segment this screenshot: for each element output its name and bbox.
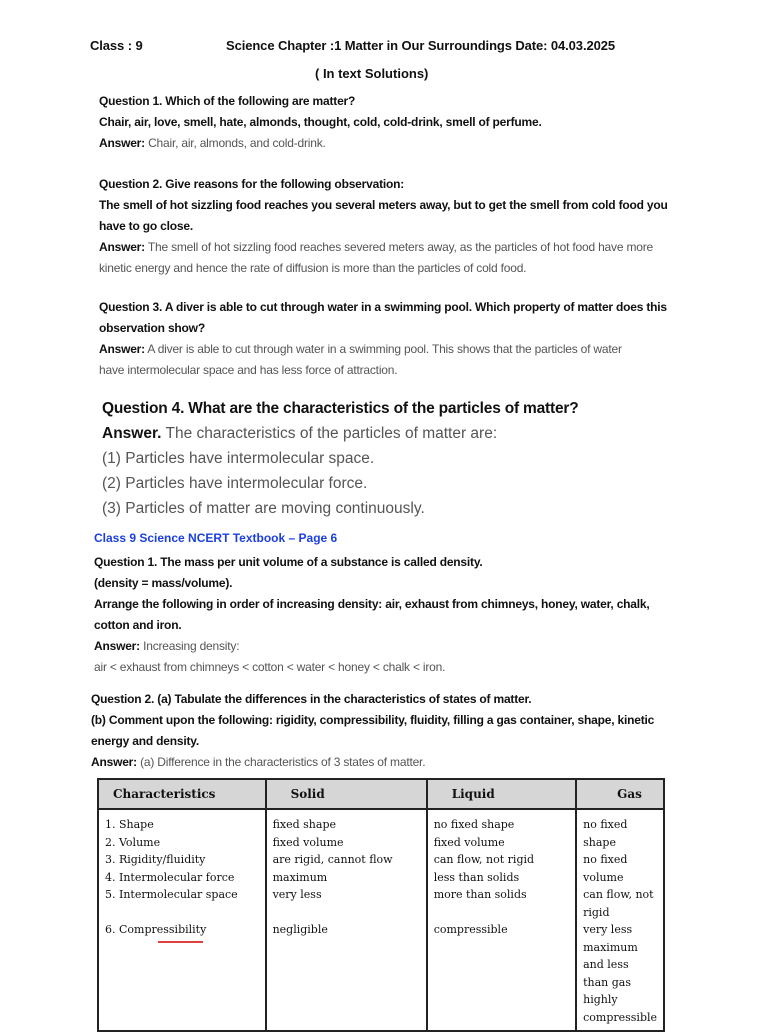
page6-question-2-part-a: Question 2. (a) Tabulate the differences in the characteristics of states of matter. [91, 692, 532, 706]
page6-question-1-answer [94, 636, 694, 657]
table-cell: and less than gas [583, 958, 631, 989]
page6-question-2-answer [91, 752, 691, 773]
table-cell: no fixed shape [433, 818, 515, 831]
solid-column [266, 809, 427, 1031]
table-cell: compressible [433, 923, 508, 936]
question-2-text: Question 2. Give reasons for the following observation: [99, 177, 405, 191]
question-4-text: Question 4. What are the characteristics of the particles of matter? [102, 400, 579, 417]
table-cell: can flow, not rigid [433, 853, 535, 866]
page6-question-1-order: air < exhaust from chimneys < cotton < water < honey < chalk < iron. [94, 660, 446, 674]
table-cell: less than solids [433, 870, 520, 884]
header-gas: Gas [576, 779, 664, 809]
table-cell: no fixed shape [583, 818, 628, 849]
answer-text: Chair, air, almonds, and cold-drink. [144, 136, 326, 150]
table-row [98, 809, 664, 1031]
table-cell: negligible [272, 923, 328, 936]
red-underline-mark [158, 941, 203, 943]
table-cell: very less [583, 923, 633, 936]
question-3-text-cont: observation show? [99, 321, 205, 335]
table-cell: 6. Compressibility [105, 923, 207, 936]
question-4-answer [102, 421, 692, 446]
question-4-point-2: (2) Particles have intermolecular force. [102, 475, 368, 492]
answer-text: The smell of hot sizzling food reaches severed meters away, as the particles of hot food have more [144, 240, 653, 254]
answer-text: A diver is able to cut through water in a swimming pool. This shows that the particles of water [144, 342, 622, 356]
table-cell: 1. Shape [105, 818, 154, 831]
table-cell: very less [272, 888, 322, 901]
header-characteristics: Characteristics [98, 779, 266, 809]
question-2-line-1: The smell of hot sizzling food reaches you several meters away, but to get the smell from cold food you [99, 198, 668, 212]
table-cell: fixed volume [433, 835, 505, 849]
table-cell: can flow, not rigid [583, 888, 654, 919]
section-heading [94, 531, 684, 545]
page6-question-1-instruction: Arrange the following in order of increasing density: air, exhaust from chimneys, honey, water, chalk, [94, 597, 650, 611]
question-2-answer [99, 237, 689, 258]
table-cell: maximum [272, 870, 328, 884]
table-cell: maximum [583, 940, 638, 954]
page6-question-2-block [91, 689, 691, 773]
table-cell [434, 904, 569, 922]
answer-label: Answer: [99, 342, 145, 356]
question-4-point-1: (1) Particles have intermolecular space. [102, 450, 375, 467]
table-cell: no fixed volume [583, 853, 628, 884]
table-cell [273, 904, 420, 922]
table-cell: 2. Volume [105, 835, 161, 849]
class-label: Class : 9 [90, 38, 143, 53]
page6-question-1-instruction-cont: cotton and iron. [94, 618, 182, 632]
table-cell [105, 904, 259, 922]
table-cell: fixed volume [272, 835, 344, 849]
document-subtitle: ( In text Solutions) [315, 66, 429, 81]
liquid-column [427, 809, 576, 1031]
characteristics-column [98, 809, 266, 1031]
question-1-answer [99, 133, 689, 154]
table-cell: highly compressible [583, 993, 658, 1024]
page6-question-2-part-b-cont: energy and density. [91, 734, 200, 748]
document-title: Science Chapter :1 Matter in Our Surroundings Date: 04.03.2025 [226, 38, 615, 53]
page6-question-1-block [94, 552, 694, 678]
table-header-row [98, 779, 664, 809]
question-3-answer [99, 339, 689, 360]
table-cell: are rigid, cannot flow [272, 853, 393, 866]
question-4-point-3: (3) Particles of matter are moving continuously. [102, 500, 425, 517]
question-3-block [99, 297, 689, 381]
question-2-block [99, 174, 689, 279]
answer-text: (a) Difference in the characteristics of 3 states of matter. [136, 755, 426, 769]
page6-question-2-part-b: (b) Comment upon the following: rigidity, compressibility, fluidity, filling a gas container, shape, kinetic [91, 713, 655, 727]
question-2-answer-cont: kinetic energy and hence the rate of diffusion is more than the particles of cold food. [99, 261, 527, 275]
question-4-block [102, 397, 692, 521]
table-cell: more than solids [433, 888, 527, 901]
page6-question-1-formula: (density = mass/volume). [94, 576, 233, 590]
answer-label: Answer: [99, 240, 145, 254]
question-1-block [99, 91, 689, 154]
answer-label: Answer. [102, 425, 162, 442]
gas-column [576, 809, 664, 1031]
answer-label: Answer: [91, 755, 137, 769]
question-3-text: Question 3. A diver is able to cut through water in a swimming pool. Which property of matter does this [99, 300, 667, 314]
answer-label: Answer: [99, 136, 145, 150]
question-2-line-2: have to go close. [99, 219, 193, 233]
question-1-items: Chair, air, love, smell, hate, almonds, thought, cold, cold-drink, smell of perfume. [99, 115, 542, 129]
question-1-text: Question 1. Which of the following are matter? [99, 94, 356, 108]
answer-label: Answer: [94, 639, 140, 653]
header-liquid: Liquid [427, 779, 576, 809]
header-solid: Solid [266, 779, 427, 809]
page6-question-1-text: Question 1. The mass per unit volume of a substance is called density. [94, 555, 483, 569]
table-cell: 3. Rigidity/fluidity [105, 853, 206, 866]
table-cell: 4. Intermolecular force [105, 870, 235, 884]
answer-text: Increasing density: [139, 639, 240, 653]
states-of-matter-table [97, 778, 665, 1032]
question-3-answer-cont: have intermolecular space and has less force of attraction. [99, 363, 398, 377]
answer-text: The characteristics of the particles of matter are: [161, 425, 498, 442]
section-heading-text: Class 9 Science NCERT Textbook – Page 6 [94, 531, 338, 545]
table-cell: fixed shape [272, 818, 337, 831]
table-cell: 5. Intermolecular space [105, 888, 238, 901]
